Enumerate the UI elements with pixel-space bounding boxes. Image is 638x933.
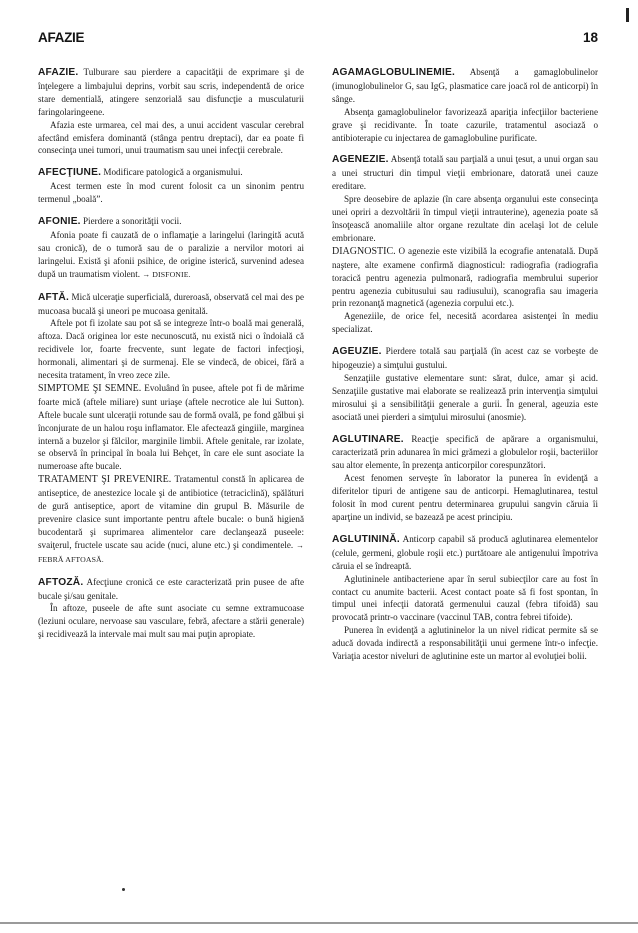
entry-headword: AGLUTINARE. bbox=[332, 433, 404, 445]
dictionary-entry bbox=[38, 576, 304, 642]
entry-paragraph bbox=[38, 602, 304, 641]
entry-headword: AGEUZIE. bbox=[332, 346, 382, 358]
entry-text: Punerea în evidenţă a aglutininelor la un nivel ridicat permite să se aducă dovada indirectă a responsabilităţii unui germene într-o infecţie. Variaţia acestor niveluri de aglutinine este un martor al evoluţiei bolii. bbox=[332, 625, 598, 662]
entry-paragraph bbox=[38, 166, 304, 180]
entry-headword: AFECŢIUNE. bbox=[38, 167, 102, 179]
entry-text: Aglutininele antibacteriene apar în serul subiecţilor care au fost în contact cu anumite bacterii. Acest contact poate să fi fost spontan, în timpul unei infecţii datorată germenului cauzal (febra tifoidă) sau provocată printr-o vaccinare (vaccinul TAB, contra febrei tifoide). bbox=[332, 573, 598, 623]
entry-paragraph bbox=[332, 533, 598, 573]
entry-text: Ageneziile, de orice fel, necesită acordarea asistenţei în mediu specializat. bbox=[332, 311, 598, 335]
dictionary-entry bbox=[38, 166, 304, 206]
entry-text: Reacţie specifică de apărare a organismului, caracterizată prin adunarea în mici grămezi a globulelor roşii, bacteriilor sau altor elemente, în prezenţa anticorpilor corespunzători. bbox=[332, 433, 598, 471]
section-text: Evoluând în pusee, aftele pot fi de mărime foarte mică (aftele miliare) sunt uriaşe (aftele necrotice ale lui Sutton). Aftele bucale sunt ulceraţii rotunde sau de formă ovală, pe fond gălbui şi înconjurate de un halou roşu inflamator. Ele afectează gingiile, marginea internă a buzelor şi fălcilor, marginile limbii. Aftele genitale, rar izolate, se observă în principal în boala lui Behçet, în care ele sunt asociate la numeroase afte bucale. bbox=[38, 382, 304, 472]
running-head-title: AFAZIE bbox=[38, 30, 85, 45]
entry-text: Absenţă totală sau parţială a unui ţesut, a unui organ sau a unei structuri din timpul vieţii embrionare, datorată unei cauze ereditare. bbox=[332, 154, 598, 192]
left-column bbox=[38, 66, 304, 906]
entry-paragraph bbox=[332, 624, 598, 663]
entry-text: Acest termen este în mod curent folosit ca un sinonim pentru termenul „boală”. bbox=[38, 181, 304, 205]
entry-section bbox=[38, 473, 304, 566]
entry-paragraph bbox=[38, 576, 304, 603]
dictionary-entry bbox=[332, 433, 598, 524]
entry-text: Aftele pot fi izolate sau pot să se integreze într-o boală mai generală, aftoza. Dacă originea lor este necunoscută, nu există nici o îndoială că recidivele lor, foarte frecvente, sunt legate de factori infecţioşi, hormonali, alimentari şi de surmenaj. Ele se vindecă, de obicei, fără a necesita tratament, în vreo zece zile. bbox=[38, 318, 304, 381]
section-title: SIMPTOME ŞI SEMNE. bbox=[38, 382, 142, 394]
entry-paragraph bbox=[332, 193, 598, 245]
right-column bbox=[332, 66, 598, 906]
running-header bbox=[38, 30, 598, 50]
entry-text: Acest fenomen serveşte în laborator la punerea în evidenţă a diferitelor tipuri de antigene sau de anticorpi. Hemaglutinarea, testul folosit în mod curent pentru determinarea grupului sangvin căruia îi aparţine un individ, se bazează pe acest principiu. bbox=[332, 473, 598, 522]
entry-paragraph bbox=[332, 153, 598, 193]
bottom-rule bbox=[0, 922, 638, 924]
entry-text: În aftoze, puseele de afte sunt asociate cu semne extramucoase (leziuni oculare, nervoase sau vasculare, febră, afectare a stării generale) şi recidivează la intervale mai mult sau mai puţin apropiate. bbox=[38, 603, 304, 640]
section-title: TRATAMENT ŞI PREVENIRE. bbox=[38, 474, 172, 486]
entry-paragraph bbox=[332, 433, 598, 473]
entry-paragraph bbox=[332, 310, 598, 336]
entry-text: Afonia poate fi cauzată de o inflamaţie a laringelui (laringită acută sau cronică), de o tumoră sau de o paralizie a nervilor motori ai laringelui. Există şi afonii psihice, de origine isterică, survenind adesea după un traumatism violent. bbox=[38, 229, 304, 279]
entry-section bbox=[38, 382, 304, 473]
dictionary-entry bbox=[38, 66, 304, 157]
section-text: Tratamentul constă în aplicarea de antiseptice, de anestezice locale şi de antibiotice (tetraciclină), spălături de gură antiseptice, aport de vitamine din grupul B. Măsurile de prevenire clasice sunt importante pentru aftele bucale: o bună higienă bucodentară şi suprimarea alimentelor care declanşează puseele: svaiţerul, fructele uscate sau acide (nuci, alune etc.) şi condimentele. bbox=[38, 474, 304, 550]
entry-paragraph bbox=[332, 106, 598, 145]
entry-text: Mică ulceraţie superficială, dureroasă, observată cel mai des pe mucoasa bucală şi uneori pe mucoasa genitală. bbox=[38, 291, 304, 316]
entry-text: Absenţa gamaglobulinelor favorizează apariţia infecţiilor bacteriene grave şi recidivante. În toate cazurile, tratamentul asociază o antibioterapie cu injectarea de gamaglobuline purificate. bbox=[332, 106, 598, 143]
entry-text: Modificare patologică a organismului. bbox=[103, 167, 243, 178]
entry-paragraph bbox=[38, 215, 304, 229]
entry-paragraph bbox=[38, 317, 304, 382]
entry-text: Pierdere totală sau parţială (în acest caz se vorbeşte de hipogeuzie) a simţului gustului. bbox=[332, 346, 598, 371]
cross-reference: → FEBRĂ AFTOASĂ. bbox=[38, 540, 304, 564]
entry-paragraph bbox=[332, 472, 598, 524]
entry-text: Tulburare sau pierdere a capacităţii de exprimare şi de înţelegere a limbajului deprins, vorbit sau scris, independentă de orice stare dementială, atingere senzorială sau disfuncţie a musculaturii faringolaringeene. bbox=[38, 67, 304, 117]
entry-paragraph bbox=[332, 345, 598, 372]
entry-text: Senzaţiile gustative elementare sunt: sărat, dulce, amar şi acid. Senzaţiile gustative mai elaborate se realizează prin intervenţia simţului mirosului şi a sensibilităţii generale a gurii. În general, ageuzia este asociată unei pierderi a simţului mirosului (anosmie). bbox=[332, 372, 598, 422]
entry-paragraph bbox=[332, 372, 598, 424]
entry-headword: AFTOZĂ. bbox=[38, 576, 84, 588]
dictionary-entry bbox=[38, 291, 304, 567]
section-title: DIAGNOSTIC. bbox=[332, 245, 396, 257]
entry-headword: AGENEZIE. bbox=[332, 154, 389, 166]
entry-paragraph bbox=[38, 66, 304, 119]
cross-reference: → DISFONIE. bbox=[142, 269, 191, 279]
scan-corner-mark bbox=[626, 8, 629, 22]
entry-paragraph bbox=[332, 66, 598, 106]
dictionary-entry bbox=[332, 345, 598, 423]
entry-text: Afecţiune cronică ce este caracterizată prin pusee de afte bucale şi/sau genitale. bbox=[38, 576, 304, 601]
entry-text: Spre deosebire de aplazie (în care absenţa organului este consecinţa unei opriri a dezvoltării în timpul vieţii intrauterine), agenezia poate să însoţească anomaliile altor organe rezultate din acelaşi lot de celule embrionare. bbox=[332, 194, 598, 243]
entry-text: Afazia este urmarea, cel mai des, a unui accident vascular cerebral afectând emisfera dominantă (stânga pentru dreptaci), dar ea poate fi consecinţa unei tumori, unui traumatism sau unei infecţii cerebrale. bbox=[38, 119, 304, 156]
section-text: O agenezie este vizibilă la ecografie antenatală. După naştere, alte examene confirmă diagnosticul: radiografia (radiografia toracică pentru agenezia pulmonară, radiografia membrului superior pentru agenezia cubitusului sau radiusului), scanografia sau imageria prin rezonanţă magnetică (agenezia corpului etc.). bbox=[332, 245, 598, 309]
entry-headword: AFONIE. bbox=[38, 216, 81, 228]
entry-paragraph bbox=[38, 291, 304, 318]
entry-text: Pierdere a sonorităţii vocii. bbox=[83, 216, 182, 227]
entry-section bbox=[332, 245, 598, 311]
entry-headword: AFAZIE. bbox=[38, 67, 79, 78]
entry-text: Anticorp capabil să producă aglutinarea elementelor (celule, germeni, globule roşii etc.) purtătoare ale antigenului împotriva căruia el se îndreaptă. bbox=[332, 533, 598, 571]
entry-headword: AGLUTININĂ. bbox=[332, 533, 400, 545]
dictionary-entry bbox=[332, 533, 598, 663]
entry-paragraph bbox=[332, 573, 598, 625]
entry-headword: AGAMAGLOBULINEMIE. bbox=[332, 67, 456, 78]
entry-text: Absenţă a gamaglobulinelor (imunoglobulinelor G, sau IgG, plasmatice care joacă rol de anticorpi) în sânge. bbox=[332, 67, 598, 104]
page-number: 18 bbox=[582, 30, 598, 45]
entry-headword: AFTĂ. bbox=[38, 291, 69, 303]
dictionary-entry bbox=[332, 153, 598, 336]
scan-dot bbox=[122, 888, 125, 891]
dictionary-entry bbox=[332, 66, 598, 144]
entry-paragraph bbox=[38, 180, 304, 206]
entry-paragraph bbox=[38, 119, 304, 158]
entry-paragraph bbox=[38, 229, 304, 282]
dictionary-entry bbox=[38, 215, 304, 282]
